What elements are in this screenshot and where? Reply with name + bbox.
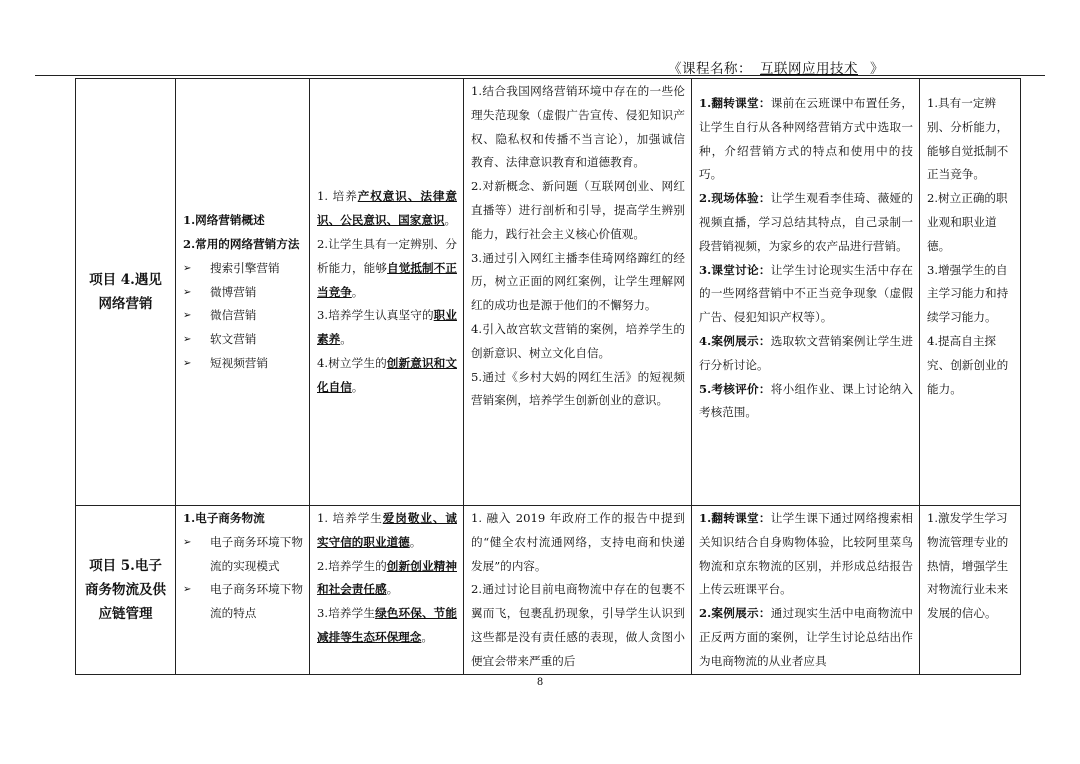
project-cell: 项目 5.电子商务物流及供应链管理 — [76, 506, 176, 675]
method-text: 让学生讨论现实生活中存在的一些网络营销中不正当竞争现象（虚假广告、侵犯知识产权等）。 — [699, 262, 913, 325]
list-item-text: 电子商务环境下物流的实现模式 — [210, 534, 303, 573]
list-item — [183, 281, 303, 305]
list-item — [183, 257, 303, 281]
table-row — [76, 506, 1021, 675]
list-item-text: 微博营销 — [210, 284, 257, 299]
goal-emphasis: 爱岗敬业、诚实守信的职业道德 — [317, 511, 457, 549]
course-suffix: 》 — [870, 61, 884, 77]
goal-text: 2.培养学生的 — [317, 558, 387, 573]
goal-emphasis: 创新意识和文化自信 — [317, 355, 457, 394]
method-item — [699, 378, 913, 426]
methods-cell — [692, 506, 920, 675]
page-number: 8 — [536, 677, 544, 688]
goal-emphasis: 职业素养 — [317, 308, 457, 347]
effects-cell — [920, 506, 1021, 675]
method-text: 将小组作业、课上讨论纳入考核范围。 — [699, 381, 913, 420]
method-item — [699, 330, 913, 378]
list-item — [183, 328, 303, 352]
goal-item — [317, 555, 457, 603]
point-item: 3.通过引入网红主播李佳琦网络蹿红的经历，树立正面的网红案例，让学生理解网红的成功也是源于他们的不懈努力。 — [471, 250, 685, 313]
goal-text: 1. 培养学生 — [317, 511, 383, 525]
list-item-text: 短视频营销 — [210, 355, 268, 370]
arrow-icon: ➢ — [183, 310, 192, 322]
point-item: 2.对新概念、新问题（互联网创业、网红直播等）进行剖析和引导，提高学生辨别能力，践行社会主义核心价值观。 — [471, 179, 685, 241]
content-cell — [176, 79, 310, 506]
list-item-text: 电子商务环境下物流的特点 — [210, 582, 303, 621]
goal-text: 。 — [409, 534, 422, 549]
list-item — [183, 578, 303, 626]
arrow-icon: ➢ — [183, 357, 192, 369]
goals-cell — [310, 506, 464, 675]
goal-text: 。 — [340, 332, 352, 347]
goal-emphasis: 创新创业精神和社会责任感 — [317, 558, 457, 597]
goal-item — [317, 602, 457, 650]
list-item-text: 软文营销 — [210, 332, 257, 347]
arrow-icon: ➢ — [183, 334, 192, 346]
content-topic: 1.网络营销概述 — [183, 213, 265, 228]
goals-cell — [310, 79, 464, 506]
point-item: 2.通过讨论目前电商物流中存在的包裹不翼而飞，包裹乱扔现象，引导学生认识到这些都是没有责任感的表现，做人贪图小便宜会带来严重的后 — [471, 582, 685, 668]
content-topic: 2.常用的网络营销方法 — [183, 237, 300, 251]
list-item-text: 搜索引擎营销 — [210, 260, 280, 275]
effect-item: 4.提高自主探究、创新创业的能力。 — [927, 333, 1009, 396]
goal-text: 3.培养学生 — [317, 606, 376, 621]
goal-text: 。 — [351, 284, 364, 299]
content-cell — [176, 506, 310, 675]
method-label: 1.翻转课堂： — [699, 511, 771, 525]
method-label: 3.课堂讨论： — [699, 262, 771, 277]
point-item: 4.引入故宫软文营销的案例，培养学生的创新意识、树立文化自信。 — [471, 321, 685, 360]
method-label: 5.考核评价： — [699, 381, 771, 396]
method-label: 2.案例展示： — [699, 606, 771, 621]
project-cell: 项目 4.遇见网络营销 — [76, 79, 176, 506]
course-name: 互联网应用技术 — [760, 61, 858, 77]
effect-item: 1.激发学生学习物流管理专业的热情，增强学生对物流行业未来发展的信心。 — [927, 511, 1009, 621]
method-text: 课前在云班课中布置任务，让学生自行从各种网络营销方式中选取一种，介绍营销方式的特点和使用中的技巧。 — [699, 96, 913, 182]
method-item — [699, 602, 913, 673]
course-title — [668, 57, 884, 77]
effect-item: 3.增强学生的自主学习能力和持续学习能力。 — [927, 262, 1009, 325]
goal-emphasis: 自觉抵制不正当竞争 — [317, 260, 457, 299]
goal-item — [317, 185, 457, 233]
point-item: 5.通过《乡村大妈的网红生活》的短视频营销案例，培养学生创新创业的意识。 — [471, 369, 685, 408]
goal-text: 。 — [351, 379, 364, 394]
goal-emphasis: 绿色环保、节能减排等生态环保理念 — [317, 606, 457, 644]
table-row — [76, 79, 1021, 506]
goal-emphasis: 产权意识、法律意识、公民意识、国家意识 — [317, 189, 457, 228]
goal-text: 。 — [421, 629, 433, 644]
arrow-icon: ➢ — [183, 286, 192, 298]
effect-item: 1.具有一定辨别、分析能力，能够自觉抵制不正当竞争。 — [927, 96, 1009, 182]
goal-item — [317, 352, 457, 400]
method-item — [699, 507, 913, 602]
method-text: 让学生观看李佳琦、薇娅的视频直播，学习总结其特点，自己录制一段营销视频，为家乡的农产品进行营销。 — [699, 191, 913, 253]
list-item — [183, 531, 303, 579]
methods-cell — [692, 79, 920, 506]
method-item — [699, 259, 913, 330]
curriculum-table — [75, 78, 1021, 675]
method-label: 4.案例展示： — [699, 333, 771, 348]
header-rule — [35, 75, 1045, 76]
effect-item: 2.树立正确的职业观和职业道德。 — [927, 191, 1008, 253]
point-item: 1. 融入 2019 年政府工作的报告中提到的“健全农村流通网络，支持电商和快递发展”的内容。 — [471, 511, 685, 573]
goal-text: 。 — [386, 582, 399, 597]
method-item — [699, 187, 913, 258]
list-item-text: 微信营销 — [210, 308, 257, 323]
goal-text: 2.让学生具有一定辨别、分析能力，能够 — [317, 237, 457, 275]
goal-item — [317, 507, 457, 555]
method-text: 让学生课下通过网络搜索相关知识结合自身购物体验，比较阿里菜鸟物流和京东物流的区别，并形成总结报告上传云班课平台。 — [699, 511, 913, 597]
goal-text: 3.培养学生认真坚守的 — [317, 308, 434, 323]
arrow-icon: ➢ — [183, 262, 192, 274]
effects-cell — [920, 79, 1021, 506]
list-item — [183, 304, 303, 328]
list-item — [183, 352, 303, 376]
goal-text: 。 — [444, 213, 457, 228]
method-label: 1.翻转课堂： — [699, 96, 771, 110]
arrow-icon: ➢ — [183, 584, 192, 596]
goal-item — [317, 233, 457, 304]
points-cell — [464, 79, 692, 506]
goal-item — [317, 304, 457, 352]
goal-text: 1. 培养 — [317, 189, 358, 204]
method-label: 2.现场体验： — [699, 191, 771, 206]
method-text: 选取软文营销案例让学生进行分析讨论。 — [699, 333, 913, 372]
goal-text: 4.树立学生的 — [317, 355, 387, 370]
content-topic: 1.电子商务物流 — [183, 511, 265, 525]
point-item: 1.结合我国网络营销环境中存在的一些伦理失范现象（虚假广告宣传、侵犯知识产权、隐私权和传播不当言论），加强诚信教育、法律意识教育和道德教育。 — [471, 84, 685, 170]
course-prefix: 《课程名称： — [668, 61, 752, 77]
page-header — [0, 57, 1080, 75]
method-text: 通过现实生活中电商物流中正反两方面的案例，让学生讨论总结出作为电商物流的从业者应具 — [699, 606, 913, 668]
method-item — [699, 92, 913, 187]
points-cell — [464, 506, 692, 675]
arrow-icon: ➢ — [183, 536, 192, 548]
